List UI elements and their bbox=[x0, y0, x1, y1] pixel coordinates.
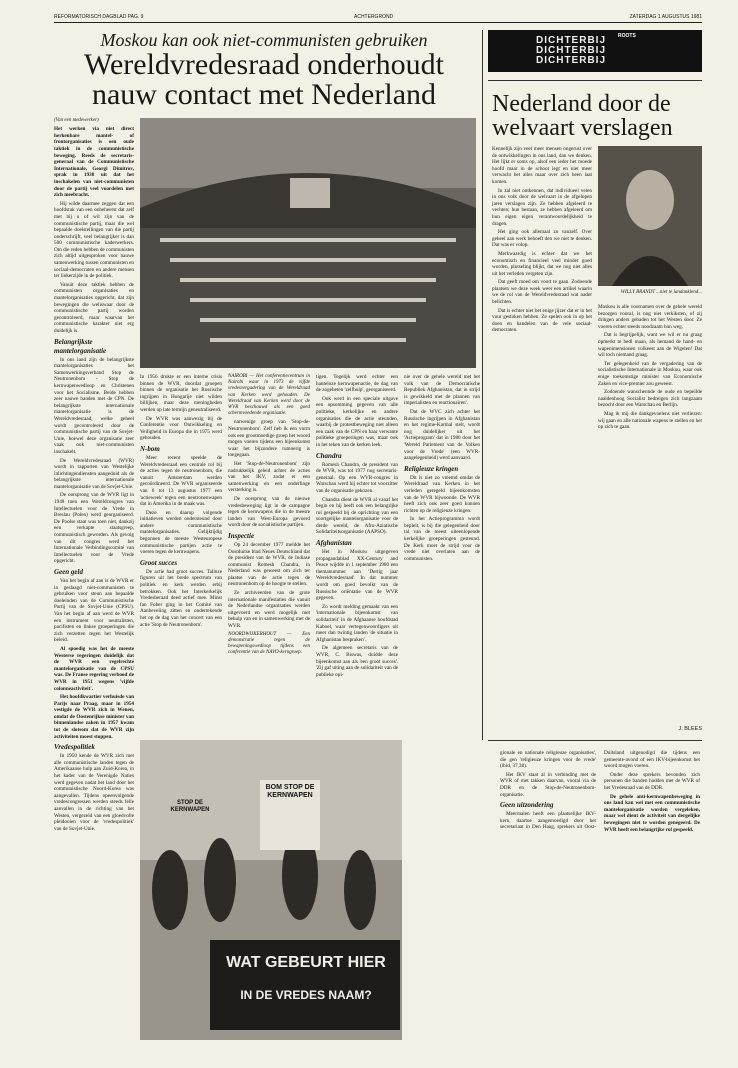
sidebar-headline: Nederland door de welvaart verslagen bbox=[492, 91, 673, 141]
author-signature: J. BLEES bbox=[678, 726, 702, 732]
paragraph: Op 24 december 1977 meldde het Oostduitse blad Neues Deutschland dat de president van de WVR, de Indiase communist Romesh Chandra, in Nederland was geweest om zich ter plaatse van de actie tegen de neutronenbom op de hoogte te stellen. bbox=[228, 541, 310, 588]
paragraph: Deze en daarop volgende initiatieven werden ondersteund door andere communistische mantelorganisaties. Gelijktijdig begonnen de meeste Westeuropese communistische partijen actie te voeren tegen de kernwapens. bbox=[140, 509, 222, 556]
paragraph: De actie had groot succes. Talloze figuren uit het brede spectrum van politiek en kerk werden erbij betrokken. Ook het Interkerkelijk Vredesberaad deed actief mee. Minst fan Fober ging in het Comité van Aanbeveling zitten en ondertekende het op de dag van het concert van een actie 'Stop de Neutronenbom'. bbox=[140, 568, 222, 628]
logo-line: DICHTERBIJ bbox=[536, 55, 607, 66]
paragraph: In 1950 kende de WVR zich met alle communistische landen tegen de Amerikaanse hulp aan Zuid-Korea, in het kader van de Verenigde Naties werd gegeven nadat het land door het communistische Noord-Korea was aangevallen. Tijdens opeenvolgende vredescongressen werden steeds felle aanvallen in de richting van het Westen, vergezeld van een gloedvolle pleidooien voor de 'vredespolitiek' van de Sovjet-Unie. bbox=[54, 753, 134, 832]
paragraph: In zal niet ontkennen, dat individueel velen in ons volk door de welvaart in de afgelopen jaren verslagen zijn. Ze hebben afgeleerd te vechten; hun bestaan, ze hebben afgeleerd om hun eigen eigen verantwoordelijkheid te dragen. bbox=[492, 187, 592, 227]
paragraph: De oorsprong van de nieuwe vredesbeweging ligt in de campagne tegen de kernwapens die in de meeste landen van West-Europa gevoerd wordt door de socialistische partijen. bbox=[228, 495, 310, 529]
sidebar-divider bbox=[482, 30, 483, 740]
paragraph: Zo wordt melding gemaakt van een 'internationale bijeenkomst van solidariteit' in de Afghaanse hoofdstad Kaboel, waar vertegenwoordigers uit meer dan twintig landen 'de situatie in Afghanistan bespraken'. bbox=[316, 603, 398, 643]
logo-line: DICHTERBIJ bbox=[536, 45, 607, 56]
protest-sign: BOM STOP DE KERNWAPEN bbox=[265, 784, 315, 799]
paragraph: gionale en nationale religieuze organisaties', die gen 'religieuze kringen voor de vrede' (ibid, 37,38). bbox=[500, 750, 596, 770]
paragraph: Moskou is alle voornamen over de gehele wereld bezorgen vooral, is nog niet verkiksten, of zij dringen anders gebaden tot het Westen door. Ze voeren echter steeds noodzaam hun weg. bbox=[598, 304, 702, 330]
portrait-illustration bbox=[598, 146, 702, 286]
article-kicker: Moskou kan ook niet-communisten gebruiken bbox=[100, 30, 428, 50]
paragraph: Meermalen heeft een plaatselijke IKV-kern, daartoe aangemoedigd door het secretariaat in Den Haag, sprekers uit Oost-Duitsland uitgenodigd die tijdens een gemeente-avond of een IKV-bijeenkomst het woord mogen voeren. bbox=[500, 750, 700, 831]
willy-brandt-photo bbox=[598, 146, 702, 286]
byline: (Van een medewerker) bbox=[54, 118, 99, 123]
paragraph: Het ging ook allemaal zo vanzelf. Over geheel aan werk behoeft den we niet te denken. Dat was er volop. bbox=[492, 229, 592, 249]
article-column-2 bbox=[140, 374, 222, 628]
paragraph: Al spoedig was het de meeste Westerse regeringen duidelijk dat de WVR een regelrechte mantelorganisatie van de CPSU was. De Franse regering verbood de WVR in 1951 wegens 'vijfde colonneactiviteit'. bbox=[54, 645, 134, 692]
paragraph: Het IKV staat al in verbinding met de WVR of met takken daarvan, vooral via de DDR en de Stop-de-Neutronenbom-organisatie. bbox=[500, 771, 596, 798]
subheading: Groot succes bbox=[140, 558, 178, 567]
paragraph: Dat de WVC zich achter het Russische ingrijpen in Afghanistan en het regime-Karmal stelt, wordt nog duidelijker uit het 'Actieprogram' dat in 1980 door het 'Wereld Parlement van de Volken voor de Vrede' (een WVR-aangelegenheid) werd aanvaard. bbox=[404, 408, 480, 462]
paragraph: Van het begin af aan is de WVR er in geslaagd niet-communisten te gebruiken voor steun aan bepaalde doeleinden van de Communistische Partij van de Sovjet-Unie (CPSU). Van het begin af aan werd de WVR een instrument voor neutralisten, pacifisten en linkse groeperingen die zich verzetten tegen het Westelijk beleid. bbox=[54, 578, 134, 644]
paragraph: narwenige groep van 'Stop-de-Neutronenbom'. Zelf heb ik een vorm ook een grootmoedige groep het woord mogen voeren tijdens een bijeenkomst waar het bijzondere rumoerig is toegegaan. bbox=[228, 419, 310, 459]
paragraph: Dat geeft moed om voort te gaan. Zodoende plaatsen we deze week weer een artikel waarin we de rol van de Wereldvredesraad wat nader belichten. bbox=[492, 279, 592, 306]
subheading: Vredespolitiek bbox=[54, 743, 95, 752]
paragraph: Het hoofdkwartier verhuisde van Parijs naar Praag, maar in 1954 vestigde de WVR zich in Wenen, omdat de Oostenrijkse minister van binnenlandse zaken in 1957 kwam tot de slotsom dat de WVR zijn activiteiten moest stoppen. bbox=[54, 694, 134, 740]
portrait-caption: WILLY BRANDT ...niet te landanklend... bbox=[620, 290, 702, 295]
paragraph: Meer recent speelde de Wereldvredesraad een centrale rol bij de acties tegen de neutronenbom, die vanuit Amsterdam werden gecoördineerd. De WVR organiseerde van 6 tot 13 augustus 1977 een 'actieweek' tegen een neutronenwapen dat in Amerika in de maak was. bbox=[140, 454, 222, 508]
subheading: Inspectie bbox=[228, 531, 255, 540]
dichterbij-logo bbox=[488, 30, 702, 72]
article-column-5 bbox=[404, 374, 480, 750]
sidebar-bottom-rule bbox=[488, 740, 702, 741]
paragraph: Mag ik mij die dankgevoelens niet verliezen: wij gaan en alle nationale wapens te stellen en het op zich te gaan. bbox=[598, 410, 702, 431]
subheading: N-bom bbox=[140, 444, 160, 453]
paragraph: Merkwaardig is echter dat we het economisch en financieel veel minder goed worden, plotseling blijkt, dat we nog niet alles uit het verleden vergeten zijn. bbox=[492, 250, 592, 277]
paragraph: In ons land zijn de belangrijkste mantelorganisaties het Samenwerkingsverband Stop de Neutronenbom - Stop de kernwapenwedloop en Christenen voor het Socialisme. Beide hebben zeer nauwe banden met de CPN. De belangrijkste internationale mantelorganisatie is de Wereldvredesraad, welke geheel wordt gecontroleerd door de communistische partij van de Sovjet-Unie, hoewel deze organisatie zeer vaak ook niet-communisten inschakelt. bbox=[54, 356, 134, 455]
paragraph: Zodoende wanschennde de oude en bepeilde naaldenhoog Socialist bedreigen zich langzaam bezocht door een Warschau en Berlijn. bbox=[598, 389, 702, 409]
article-lead: Het werken via niet direct herkenbare mantel- of frontorganisaties is een oude taktiek in de communistische beweging. Reeds de secretaris-generaal van de Communistische Internationale, Georgi Dimitrov, sprak in 1938 uit dat het inschakelen van niet-communisten door de partij veel voordelen met zich meebracht. bbox=[54, 126, 134, 199]
paragraph: In het Actieprogramma wordt bepleit, is bij die gelegenheid door tal van de meest uiteenlopende kerkelijke groeperingen gesteund. De Kerk moet de strijd voor de vrede niet overlaten aan de communisten. bbox=[404, 516, 480, 562]
banner-text: WAT GEBEURT HIER bbox=[226, 954, 386, 971]
paragraph: nie over de gehele wereld met het volk van de Democratische Republiek Afghanistan, dat in strijd is gewikkeld met de plannen van imperialisten en reactionairen'. bbox=[404, 374, 480, 407]
paragraph: Het in Moskou uitgegeven propagandablad XX-Century and Peace wijdde in 1 september 1980 een themanummer aan 'Dertig jaar Wereldvredesraad'. In dat nummer wordt om goed bevolkt van de Russische oriëntatie van de WVR gegeven. bbox=[316, 549, 398, 602]
banner-text: IN DE VREDES NAAM? bbox=[240, 988, 372, 1002]
article-column-1 bbox=[54, 118, 134, 832]
subheading: Belangrijkste mantelorganisatie bbox=[54, 337, 107, 355]
article-headline: Wereldvredesraad onderhoudt nauw contact met Nederland bbox=[84, 48, 444, 111]
paragraph: Ze archiveerden van de grote internationale manifestaties die vanuit de Nederlandse organisaties werden uitgevoerd en werd mogelijk met behulp van en in samenwerking met de WVR. bbox=[228, 590, 310, 630]
article-column-3 bbox=[228, 374, 310, 656]
protest-sign: STOP DE KERNWAPEN bbox=[170, 800, 210, 813]
paragraph: De algemeen secretaris van de WVR, C. Biswas, duidde deze bijeenkomst aan als 'een groot succes'. 'Zij gaf uiting aan de solidariteit van de publieke opi- bbox=[316, 645, 398, 678]
paper-name: REFORMATORISCH DAGBLAD PAG. 9 bbox=[54, 14, 144, 20]
subheading: Geen geld bbox=[54, 568, 83, 577]
paragraph: De gehele anti-kernwapenbeweging in ons land kan wel met een communistische mantelorganisatie worden vergeleken, maar wel dient de activiteit van dergelijke bewegingen niet te worden genegeerd. De WVR heeft een belangrijke rol gespeeld. bbox=[604, 793, 700, 833]
paragraph: De oorsprong van de WVR ligt in 1948 toen een Wereldcongres van Intellectuelen voor de Vrede in Breslau (Polen) werd georganiseerd. De Poolse staat was toen niet, dankzij een verkapte staatsgreep, communistisch geworden. Als gevolg van dit congres werd het Internationale Verbindingscomité van Intellectuelen voor de Vrede opgericht. bbox=[54, 492, 134, 565]
subheading: Geen uitzondering bbox=[500, 801, 554, 810]
photo-caption: NOORDWIJKERHOUT — Een demonstratie tegen de bewapeningswedloop tijdens een conferentie van de NAVO-kerngroep. bbox=[228, 631, 310, 656]
photo-caption: NAIROBI — Het conferentiecentrum in Nairobi waar in 1973 de vijfde vredesvergadering van de Wereldraad van Kerken werd gehouden. De Wereldraad van Kerken werd door de WVR beschouwd als een goed schermvoedende organisatie. bbox=[228, 374, 310, 417]
paragraph: Romesh Chandra, de president van de WVR, was tot 1977 nog secretaris-generaal. Op een WVR-congres in Warschau werd hij echter tot voorzitter van de organisatie gekozen. bbox=[316, 461, 398, 494]
paragraph: Vanuit deze taktiek hebben de communisten organisaties en mantelorganisaties opgericht, dat zijn bewegingen die weliswaar door de communistische partij worden gecontroleerd, maar waarvan het communistische karakter niet erg duidelijk is. bbox=[54, 281, 134, 335]
paragraph: tigen. Tegelijk werd echter een hanteloze kernwapenactie, de dag van de zogeheten 'zelfhulp', georganiseerd. bbox=[316, 374, 398, 394]
subheading: Religieuze kringen bbox=[404, 464, 459, 473]
subheading: Afghanistan bbox=[316, 539, 352, 548]
conference-hall-illustration bbox=[140, 118, 476, 368]
paragraph: Chandra dient de WVR al vanaf het begin en hij heeft ook een belangrijke rol gespeeld bij de oprichting van een soortgelijke mantelorganisatie voor de derde wereld, de Afro-Aziatische Solidariteitsorganisatie (AAPSO). bbox=[316, 496, 398, 536]
logo-line: DICHTERBIJ bbox=[536, 35, 607, 46]
section-name: ACHTERGROND bbox=[354, 14, 394, 20]
paragraph: De WVR was aanwezig bij de Conferentie voor Ontwikkeling en Veiligheid in Europa die in 1975 werd gehouden. bbox=[140, 415, 222, 442]
paragraph: Dat is begrijpelijk, want we wil er nu graag opmerkt te bedl maan, als hemand de hand- en wapenimensionen volkeest aan de Wigelen! Dat wil toch niemand graag. bbox=[598, 332, 702, 359]
sidebar-column-2 bbox=[598, 304, 702, 724]
paragraph: Ook werd in een speciale uitgave een opsomming gegeven van alle politieke, kerkelijke en andere organisaties die de actie steunden, waarbij de protestbeweging niet alleen een zaak van de CPN en haar verwante politieke groeperingen was, maar ook in het teken van de kerken leek. bbox=[316, 395, 398, 448]
paragraph: De Wereldvredesraad (WVR) wordt in rapporten van Westelijke inlichtingendiensten aangeduid als de belangrijkste internationale mantelorganisatie van de Sovjet-Unie. bbox=[54, 457, 134, 490]
logo-small-text: ROOTS bbox=[618, 33, 636, 39]
paragraph: Onder deze sprekers bevonden zich personen die banden hadden met de WVR of het Vredesraad van de DDR. bbox=[604, 771, 700, 791]
paragraph: Hij wilde daarmee zeggen dat een hoofdstuk van een onbeheerst dat zelf met bij u of wil zijn van de communistische partij, maar die wel bepaalde doelstellingen van die partij onderschrijft, veel belangrijker is dan 500 communistische kaderwerkers. Om die reden hebben de communisten zich altijd uitgesproken voor nauwe samenwerking tussen communisten en sociaal-democraten en andere mensen ter linkerzijde in de politiek. bbox=[54, 200, 134, 280]
header-rule bbox=[54, 22, 702, 23]
paragraph: Ter gelegenheid van de vergadering van de socialistische Internationale in Moskou, waar ook enige toekomstige minister van Economische Zaken en vice-premier zou geweest. bbox=[598, 360, 702, 387]
article-column-4 bbox=[316, 374, 398, 750]
paragraph: Dit is niet zo vreemd omdat de Wereldraad van Kerken in het verleden geregeld bijeenkomsten van de WVR bijwoonde. De WVR heeft zich ook zeer goed kunnen richten op de religieuze kringen. bbox=[404, 474, 480, 514]
conference-hall-photo bbox=[140, 118, 476, 368]
sidebar-rule bbox=[488, 80, 702, 81]
paragraph: Kennelijk zijn veel meer mensen ongerust over de ontwikkelingen in ons land, dan we denken. Het lijkt er soms op, alsof een ieder het moede hoofd maar in de schoot legt en niet meer verwacht het alles maar over zich heen laat komen. bbox=[492, 146, 592, 185]
demonstration-photo bbox=[140, 740, 402, 1040]
paragraph: Het 'Stop-de-Neutronenbom' zijn nadrukkelijk geleid achter de acties van het IKV, zodat er een samenwerking en een onderlinge versterking is. bbox=[228, 460, 310, 494]
paragraph: Dat is echter niet het enige jijzer dat er in het vuur gestoken hebben. Ze spelen ook in op het doen en handelen van de vele sociaal-democraten. bbox=[492, 307, 592, 334]
article-column-6 bbox=[500, 750, 700, 1040]
paragraph: In 1956 drukte er een interne crisis binnen de WVR, doordat groepen binnen de organisatie het Russische ingrijpen in Hongarije niet wilden billijken, maar deze meningheden werden op late termijn geneutraliseerd. bbox=[140, 374, 222, 413]
issue-date: ZATERDAG 1 AUGUSTUS 1981 bbox=[629, 14, 702, 20]
sidebar-column-1 bbox=[492, 146, 592, 736]
subheading: Chandra bbox=[316, 451, 342, 460]
